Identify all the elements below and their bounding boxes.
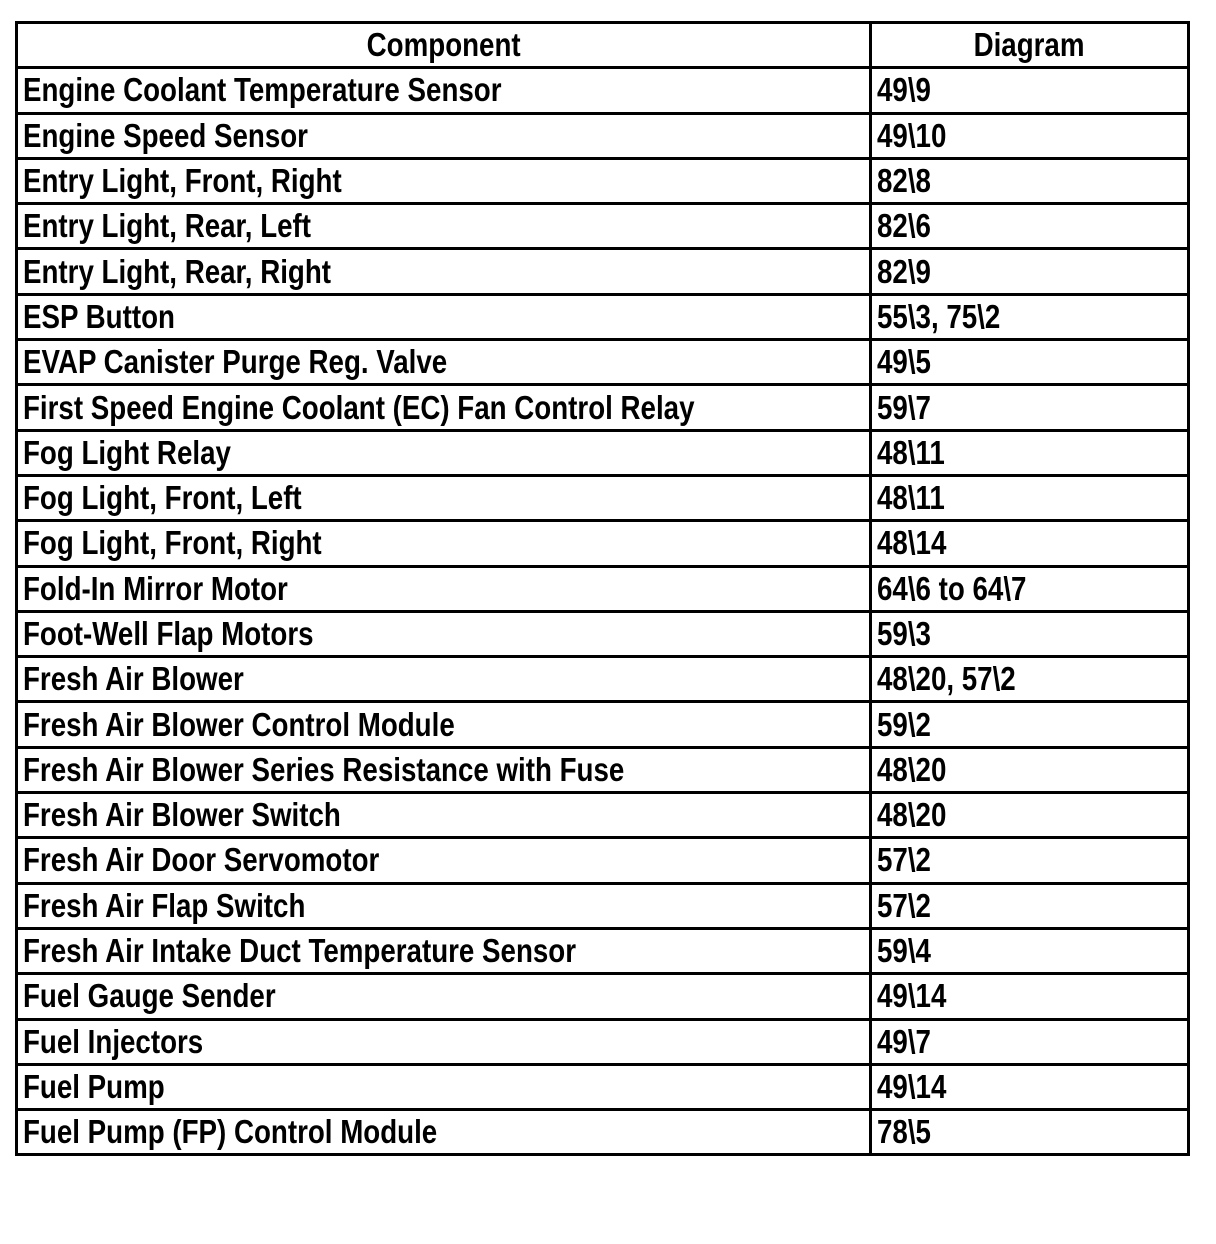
table-body xyxy=(17,68,1189,1155)
diagram-cell xyxy=(871,883,1189,928)
diagram-cell xyxy=(871,475,1189,520)
diagram-reference: 55\3, 75\2 xyxy=(877,297,1001,335)
table-row xyxy=(17,793,1189,838)
diagram-cell xyxy=(871,657,1189,702)
table-row xyxy=(17,340,1189,385)
diagram-cell xyxy=(871,1064,1189,1109)
diagram-reference: 59\7 xyxy=(877,388,931,426)
diagram-reference: 57\2 xyxy=(877,841,931,879)
table-row xyxy=(17,521,1189,566)
component-cell xyxy=(17,1064,871,1109)
component-name: Fresh Air Blower Switch xyxy=(23,796,341,834)
table-row xyxy=(17,385,1189,430)
table-row xyxy=(17,204,1189,249)
component-diagram-table-container xyxy=(15,21,1187,1156)
diagram-reference: 49\5 xyxy=(877,343,931,381)
table-row xyxy=(17,747,1189,792)
component-cell xyxy=(17,1019,871,1064)
table-row xyxy=(17,566,1189,611)
diagram-cell xyxy=(871,340,1189,385)
diagram-cell xyxy=(871,68,1189,113)
component-name: EVAP Canister Purge Reg. Valve xyxy=(23,343,448,381)
component-name: Fuel Pump xyxy=(23,1067,165,1105)
diagram-reference: 59\4 xyxy=(877,932,931,970)
diagram-cell xyxy=(871,1019,1189,1064)
diagram-cell xyxy=(871,430,1189,475)
component-cell xyxy=(17,1110,871,1155)
table-row xyxy=(17,475,1189,520)
component-name: Fold-In Mirror Motor xyxy=(23,569,288,607)
diagram-reference: 57\2 xyxy=(877,886,931,924)
diagram-cell xyxy=(871,385,1189,430)
component-cell xyxy=(17,68,871,113)
component-cell xyxy=(17,838,871,883)
diagram-cell xyxy=(871,294,1189,339)
diagram-reference: 59\2 xyxy=(877,705,931,743)
component-name: Entry Light, Rear, Right xyxy=(23,252,332,290)
diagram-cell xyxy=(871,566,1189,611)
component-cell xyxy=(17,702,871,747)
table-row xyxy=(17,294,1189,339)
diagram-reference: 82\6 xyxy=(877,207,931,245)
component-diagram-table xyxy=(15,21,1190,1156)
table-row xyxy=(17,68,1189,113)
component-cell xyxy=(17,883,871,928)
component-name: Foot-Well Flap Motors xyxy=(23,615,314,652)
table-row xyxy=(17,113,1189,158)
diagram-reference: 49\9 xyxy=(877,71,931,109)
component-name: Entry Light, Front, Right xyxy=(23,162,342,200)
diagram-cell xyxy=(871,249,1189,294)
component-name: Fresh Air Blower Series Resistance with Fuse xyxy=(23,750,625,788)
table-row xyxy=(17,883,1189,928)
header-component-label: Component xyxy=(366,26,521,64)
component-name: Engine Speed Sensor xyxy=(23,116,308,154)
component-name: Fresh Air Blower xyxy=(23,660,244,698)
diagram-cell xyxy=(871,747,1189,792)
diagram-reference: 48\20 xyxy=(877,750,947,788)
component-cell xyxy=(17,113,871,158)
component-name: Engine Coolant Temperature Sensor xyxy=(23,71,502,109)
component-name: ESP Button xyxy=(23,297,175,335)
table-row xyxy=(17,1019,1189,1064)
table-row xyxy=(17,611,1189,656)
component-cell xyxy=(17,249,871,294)
component-cell xyxy=(17,974,871,1019)
component-name: Fresh Air Intake Duct Temperature Sensor xyxy=(23,932,577,970)
diagram-reference: 48\20, 57\2 xyxy=(877,660,1016,698)
component-name: Fresh Air Blower Control Module xyxy=(23,705,455,743)
diagram-cell xyxy=(871,1110,1189,1155)
component-cell xyxy=(17,430,871,475)
diagram-reference: 59\3 xyxy=(877,615,931,652)
component-name: Fog Light, Front, Right xyxy=(23,524,322,562)
component-cell xyxy=(17,566,871,611)
component-cell xyxy=(17,747,871,792)
table-row xyxy=(17,657,1189,702)
diagram-cell xyxy=(871,928,1189,973)
diagram-reference: 82\9 xyxy=(877,252,931,290)
header-diagram xyxy=(871,23,1189,68)
component-cell xyxy=(17,475,871,520)
table-row xyxy=(17,249,1189,294)
diagram-reference: 64\6 to 64\7 xyxy=(877,569,1027,607)
diagram-cell xyxy=(871,158,1189,203)
diagram-reference: 48\11 xyxy=(877,433,945,471)
component-cell xyxy=(17,294,871,339)
diagram-reference: 82\8 xyxy=(877,162,931,200)
component-cell xyxy=(17,793,871,838)
diagram-reference: 48\14 xyxy=(877,524,947,562)
component-cell xyxy=(17,657,871,702)
header-diagram-label: Diagram xyxy=(974,26,1085,64)
table-row xyxy=(17,430,1189,475)
diagram-cell xyxy=(871,204,1189,249)
diagram-cell xyxy=(871,611,1189,656)
diagram-cell xyxy=(871,521,1189,566)
table-row xyxy=(17,702,1189,747)
component-name: Fresh Air Door Servomotor xyxy=(23,841,380,879)
diagram-reference: 48\20 xyxy=(877,796,947,834)
table-row xyxy=(17,838,1189,883)
component-name: First Speed Engine Coolant (EC) Fan Control Relay xyxy=(23,388,695,426)
diagram-reference: 48\11 xyxy=(877,479,945,517)
diagram-reference: 49\10 xyxy=(877,116,947,154)
component-name: Fresh Air Flap Switch xyxy=(23,886,306,924)
component-cell xyxy=(17,521,871,566)
table-row xyxy=(17,928,1189,973)
component-cell xyxy=(17,158,871,203)
table-row xyxy=(17,158,1189,203)
diagram-cell xyxy=(871,113,1189,158)
component-cell xyxy=(17,340,871,385)
component-cell xyxy=(17,385,871,430)
component-name: Fuel Injectors xyxy=(23,1022,204,1060)
diagram-cell xyxy=(871,793,1189,838)
diagram-cell xyxy=(871,838,1189,883)
component-cell xyxy=(17,928,871,973)
header-row xyxy=(17,23,1189,68)
diagram-reference: 49\14 xyxy=(877,1067,947,1105)
component-name: Fog Light Relay xyxy=(23,433,231,471)
component-name: Entry Light, Rear, Left xyxy=(23,207,312,245)
header-component xyxy=(17,23,871,68)
table-row xyxy=(17,1110,1189,1155)
diagram-reference: 78\5 xyxy=(877,1113,931,1151)
table-row xyxy=(17,974,1189,1019)
component-cell xyxy=(17,204,871,249)
diagram-reference: 49\14 xyxy=(877,977,947,1015)
diagram-reference: 49\7 xyxy=(877,1022,931,1060)
component-name: Fuel Gauge Sender xyxy=(23,977,276,1015)
component-name: Fog Light, Front, Left xyxy=(23,479,302,517)
component-name: Fuel Pump (FP) Control Module xyxy=(23,1113,438,1151)
diagram-cell xyxy=(871,974,1189,1019)
table-row xyxy=(17,1064,1189,1109)
component-cell xyxy=(17,611,871,656)
diagram-cell xyxy=(871,702,1189,747)
